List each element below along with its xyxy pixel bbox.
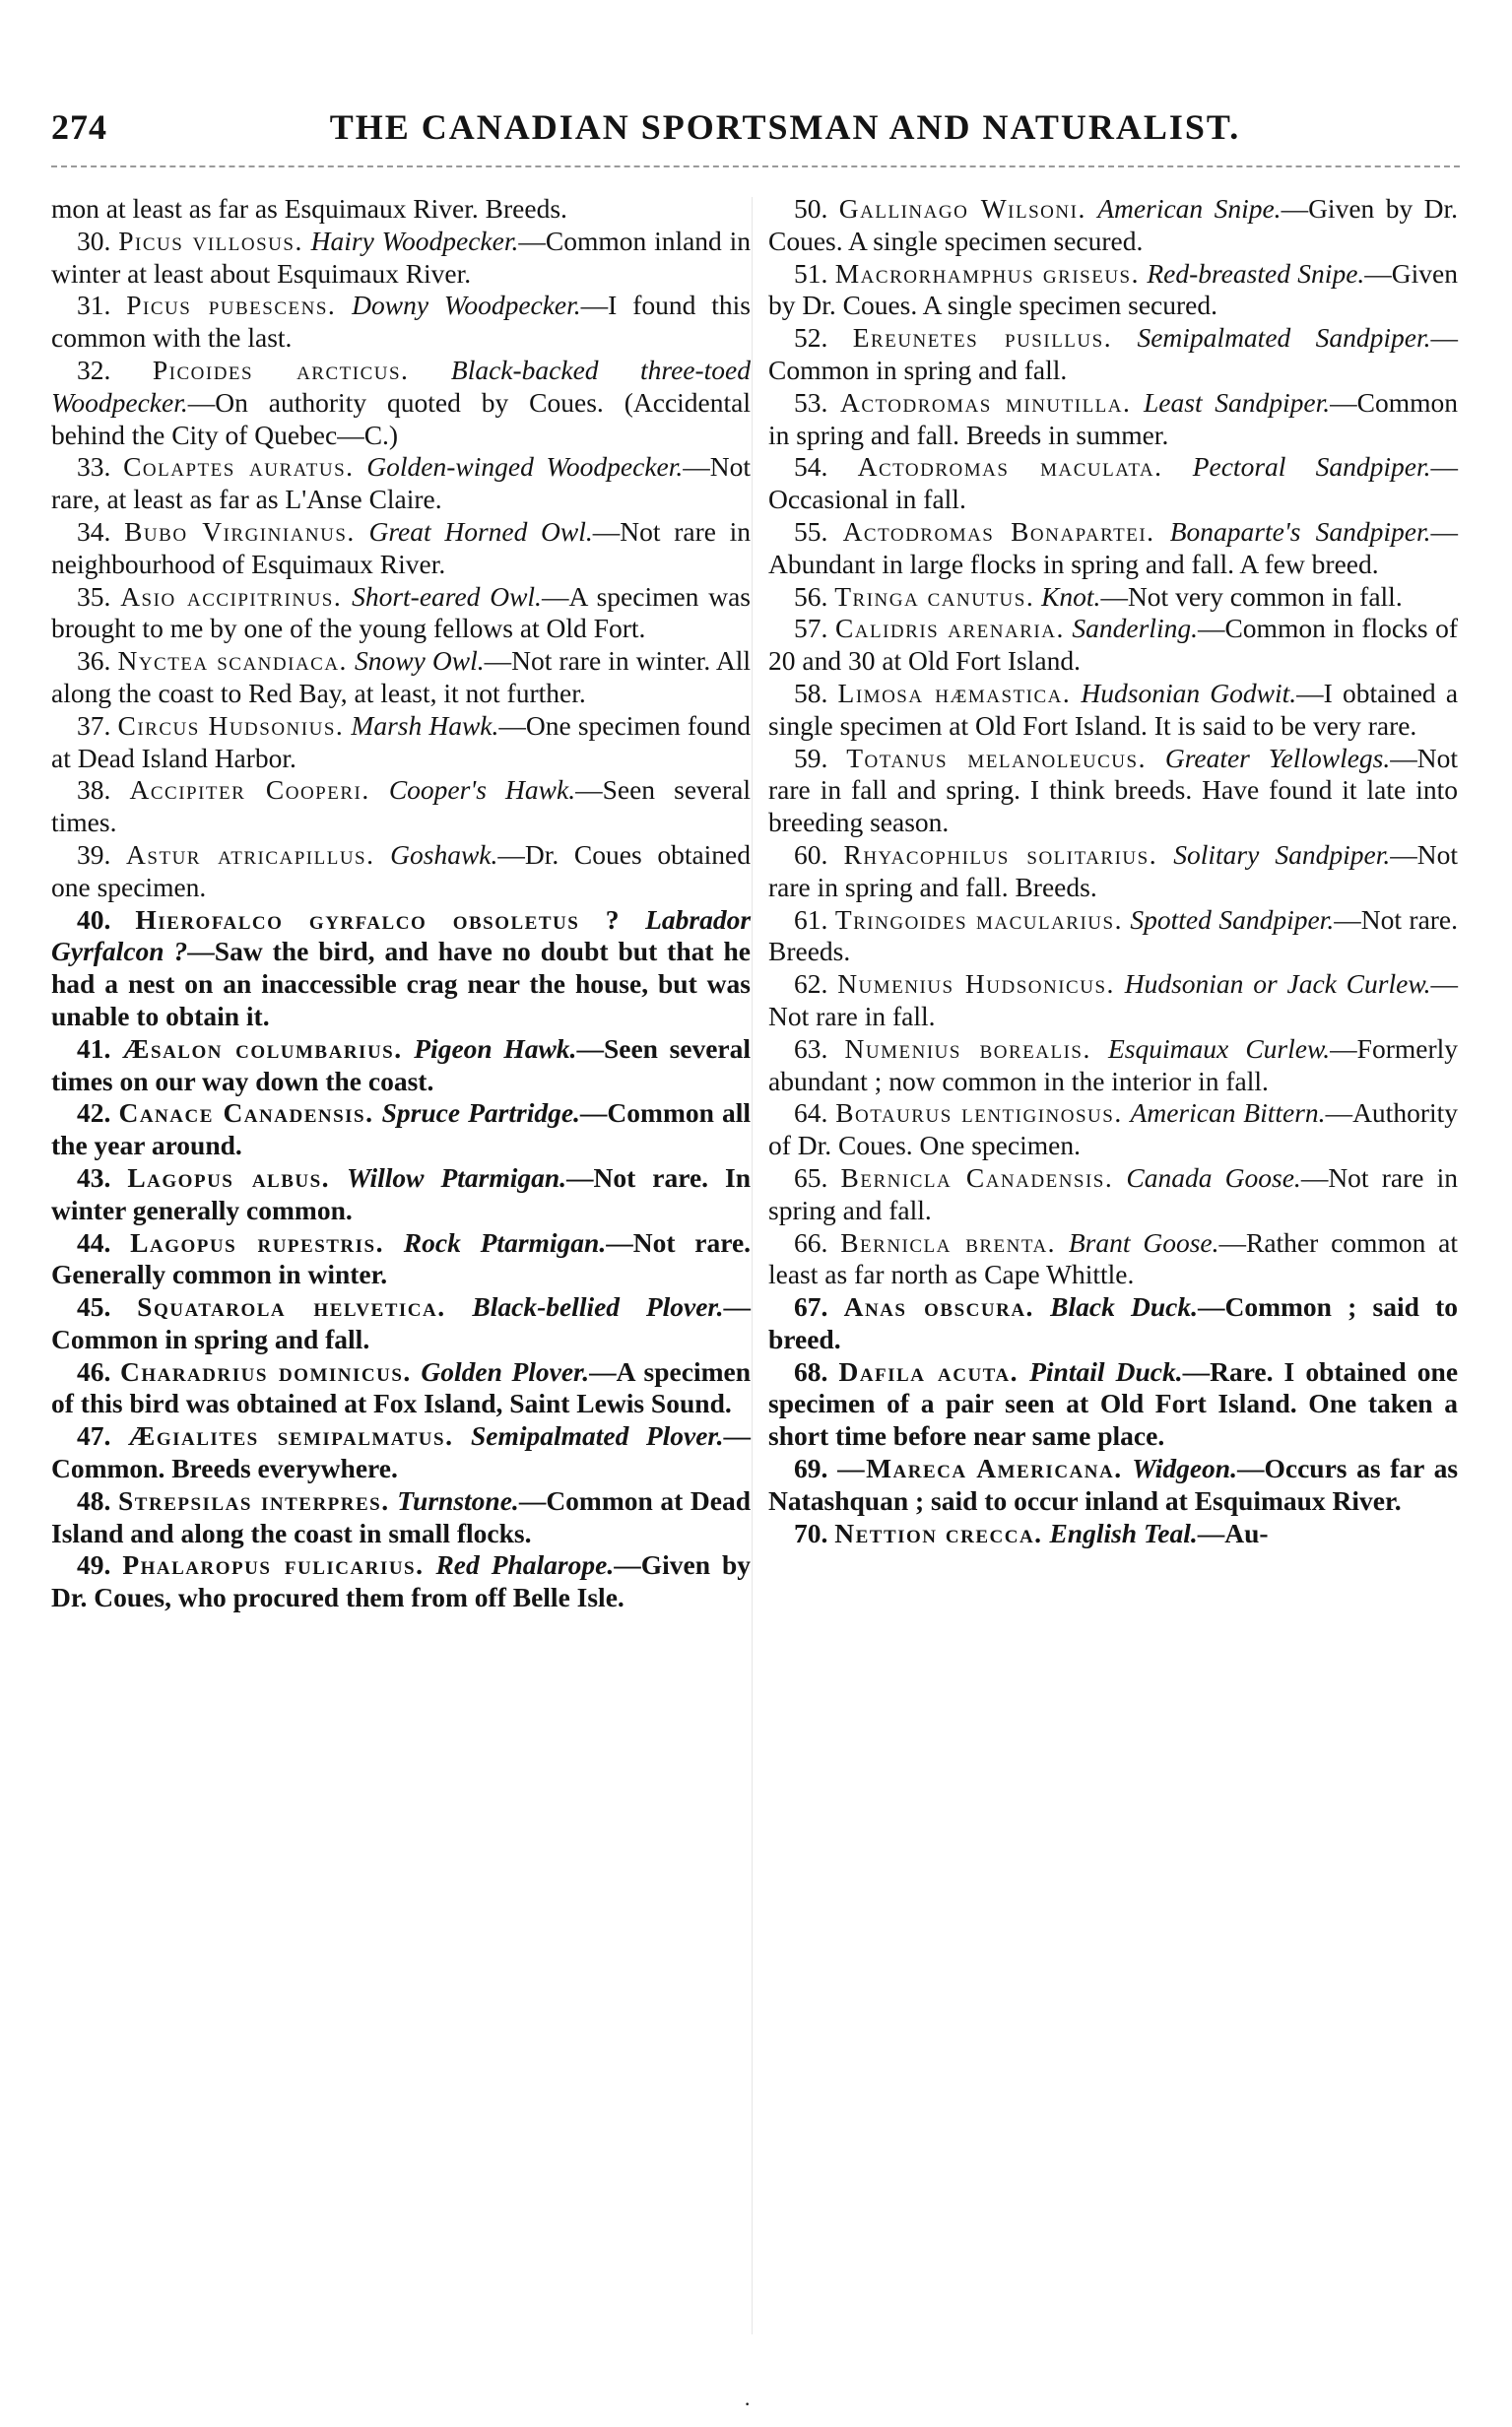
- entry-number: 45.: [77, 1291, 111, 1323]
- entry-number: 44.: [77, 1226, 111, 1258]
- entry-description: —Common all the year around.: [51, 1097, 751, 1161]
- species-entry: [51, 839, 751, 904]
- common-name: Bonaparte's Sandpiper.: [1169, 515, 1431, 547]
- entry-description: —Common in spring and fall.: [768, 322, 1459, 385]
- scientific-name: Ægialites semipalmatus.: [127, 1420, 454, 1452]
- species-entry: [768, 451, 1458, 516]
- scientific-name: Macrorhamphus griseus.: [834, 257, 1140, 289]
- entry-description: —Dr. Coues obtained one specimen.: [51, 838, 752, 902]
- entry-description: —I found this common with the last.: [51, 290, 751, 354]
- entry-description: —Not rare. In winter generally common.: [51, 1161, 751, 1225]
- entry-description: —On authority quoted by Coues. (Accidental behind the City of Quebec—C.): [51, 386, 751, 450]
- entry-description: —A specimen of this bird was obtained at Fox Island, Saint Lewis Sound.: [51, 1355, 751, 1419]
- common-name: Pigeon Hawk.: [414, 1032, 577, 1064]
- scientific-name: Æsalon columbarius.: [122, 1032, 403, 1064]
- entry-number: 62.: [794, 968, 828, 1000]
- scientific-name: Tringoides macularius.: [834, 903, 1123, 935]
- species-entry: [768, 1033, 1458, 1098]
- species-entry: [768, 1518, 1458, 1550]
- species-entry: [51, 355, 751, 451]
- entry-number: 51.: [794, 257, 828, 289]
- footer-mark: ·: [744, 2392, 752, 2416]
- species-entry: [51, 226, 751, 291]
- page-header: [51, 102, 1460, 165]
- scientific-name: Astur atricapillus.: [126, 838, 375, 870]
- entry-number: 47.: [77, 1420, 111, 1452]
- entry-number: 46.: [77, 1355, 111, 1387]
- common-name: Short-eared Owl.: [352, 580, 542, 612]
- species-entry: [51, 516, 751, 581]
- scientific-name: Nettion crecca.: [834, 1517, 1043, 1548]
- right-entry-list: [768, 193, 1458, 1549]
- common-name: Marsh Hawk.: [351, 709, 499, 741]
- scientific-name: Accipiter Cooperi.: [129, 774, 370, 806]
- entry-description: —I obtained a single specimen at Old Fort Island. It is said to be very rare.: [768, 677, 1459, 741]
- species-entry: [51, 1549, 751, 1614]
- species-entry: [51, 581, 751, 646]
- scientific-name: Numenius Hudsonicus.: [837, 968, 1115, 1000]
- common-name: Labrador Gyrfalcon ?: [51, 903, 752, 967]
- scientific-name: Nyctea scandiaca.: [117, 645, 348, 677]
- common-name: Red-breasted Snipe.: [1147, 257, 1365, 289]
- scientific-name: Hierofalco gyrfalco obsoletus ?: [135, 903, 622, 935]
- common-name: Snowy Owl.: [355, 645, 485, 677]
- entry-description: —Not rare, at least as far as L'Anse Claire.: [51, 451, 752, 515]
- entry-number: 67.: [794, 1291, 828, 1323]
- species-entry: [768, 1097, 1458, 1162]
- species-entry: [768, 743, 1458, 839]
- common-name: Sanderling.: [1072, 613, 1198, 644]
- entry-number: 58.: [794, 677, 828, 708]
- entry-number: 57.: [794, 613, 828, 644]
- species-entry: [51, 904, 751, 1033]
- entry-description: —Au-: [1197, 1517, 1269, 1548]
- entry-description: —Not rare in fall and spring. I think breeds. Have found it late into breeding season.: [768, 742, 1459, 838]
- species-entry: [768, 387, 1458, 452]
- scientific-name: Actodromas Bonapartei.: [842, 515, 1155, 547]
- scientific-name: Calidris arenaria.: [834, 613, 1065, 644]
- left-entry-list: [51, 226, 751, 1614]
- species-entry: [51, 1097, 751, 1162]
- species-entry: [768, 678, 1458, 743]
- entry-number: 54.: [794, 451, 828, 483]
- entry-number: 49.: [77, 1549, 111, 1581]
- entry-number: 66.: [794, 1226, 828, 1258]
- species-entry: [51, 451, 751, 516]
- entry-number: 31.: [77, 290, 111, 321]
- entry-number: 55.: [794, 515, 828, 547]
- common-name: Solitary Sandpiper.: [1173, 838, 1391, 870]
- common-name: Knot.: [1041, 580, 1101, 612]
- entry-description: —Given by Dr. Coues. A single specimen secured.: [768, 257, 1458, 321]
- scientific-name: Squatarola helvetica.: [137, 1291, 446, 1323]
- common-name: Black-bellied Plover.: [472, 1291, 724, 1323]
- entry-description: —One specimen found at Dead Island Harbor.: [51, 709, 751, 773]
- scientific-name: Totanus melanoleucus.: [846, 742, 1147, 773]
- species-entry: [51, 1485, 751, 1550]
- species-entry: [51, 645, 751, 710]
- entry-description: —A specimen was brought to me by one of the young fellows at Old Fort.: [51, 580, 752, 644]
- common-name: Golden Plover.: [421, 1355, 590, 1387]
- entry-number: 35.: [77, 580, 111, 612]
- entry-description: —Abundant in large flocks in spring and fall. A few breed.: [768, 515, 1458, 579]
- entry-description: —Not rare. Breeds.: [768, 903, 1459, 967]
- entry-description: —Not rare. Generally common in winter.: [51, 1226, 752, 1290]
- scientific-name: Picus pubescens.: [126, 290, 337, 321]
- entry-description: —Common ; said to breed.: [768, 1291, 1459, 1354]
- common-name: Goshawk.: [390, 838, 498, 870]
- column-gutter: [752, 197, 753, 2334]
- entry-number: 61.: [794, 903, 828, 935]
- species-entry: [51, 1291, 751, 1356]
- common-name: Cooper's Hawk.: [388, 774, 576, 806]
- scientific-name: Colaptes auratus.: [123, 451, 355, 483]
- common-name: Brant Goose.: [1068, 1226, 1219, 1258]
- species-entry: [768, 613, 1458, 678]
- common-name: Esquimaux Curlew.: [1107, 1032, 1331, 1064]
- entry-description: —Rare. I obtained one specimen of a pair seen at Old Fort Island. One taken a short time before near same place.: [768, 1355, 1459, 1452]
- entry-number: 52.: [794, 322, 828, 354]
- entry-description: —Occurs as far as Natashquan ; said to occur inland at Esquimaux River.: [768, 1453, 1459, 1516]
- species-entry: [768, 904, 1458, 969]
- scientific-name: Lagopus albus.: [127, 1161, 331, 1193]
- scientific-name: Asio accipitrinus.: [120, 580, 343, 612]
- species-entry: [768, 839, 1458, 904]
- scientific-name: Gallinago Wilsoni.: [838, 193, 1086, 224]
- entry-number: 39.: [77, 838, 111, 870]
- common-name: English Teal.: [1049, 1517, 1198, 1548]
- common-name: Black-backed three-toed Woodpecker.: [51, 354, 751, 418]
- entry-number: 70.: [794, 1517, 828, 1548]
- species-entry: [768, 1291, 1458, 1356]
- scientific-name: Rhyacophilus solitarius.: [843, 838, 1158, 870]
- scientific-name: Picus villosus.: [118, 225, 303, 256]
- entry-description: —Common in flocks of 20 and 30 at Old Fort Island.: [768, 613, 1459, 677]
- entry-number: 64.: [794, 1097, 828, 1129]
- species-entry: [51, 774, 751, 839]
- common-name: Greater Yellowlegs.: [1164, 742, 1391, 773]
- entry-description: —Common in spring and fall.: [51, 1291, 751, 1354]
- entry-description: —Common at Dead Island and along the coast in small flocks.: [51, 1484, 752, 1548]
- scientific-name: Numenius borealis.: [844, 1032, 1091, 1064]
- scientific-name: Canace Canadensis.: [118, 1097, 374, 1129]
- entry-number: 53.: [794, 386, 828, 418]
- common-name: Willow Ptarmigan.: [347, 1161, 567, 1193]
- entry-description: —Seen several times on our way down the coast.: [51, 1032, 752, 1096]
- entry-number: 59.: [794, 742, 828, 773]
- entry-number: 48.: [77, 1484, 111, 1516]
- common-name: Hudsonian or Jack Curlew.: [1124, 968, 1431, 1000]
- species-entry: [51, 1033, 751, 1098]
- entry-number: 60.: [794, 838, 828, 870]
- entry-description: —Rather common at least as far north as Cape Whittle.: [768, 1226, 1459, 1290]
- entry-description: —Common inland in winter at least about Esquimaux River.: [51, 225, 752, 289]
- entry-number: 32.: [77, 354, 111, 385]
- entry-description: —Not rare in neighbourhood of Esquimaux River.: [51, 515, 752, 579]
- common-name: Widgeon.: [1132, 1453, 1237, 1484]
- entry-number: 56.: [794, 580, 828, 612]
- common-name: Black Duck.: [1050, 1291, 1198, 1323]
- entry-number: 69.: [794, 1453, 828, 1484]
- species-entry: [51, 290, 751, 355]
- species-entry: [768, 968, 1458, 1033]
- scientific-name: Ereunetes pusillus.: [852, 322, 1113, 354]
- common-name: Semipalmated Sandpiper.: [1137, 322, 1431, 354]
- common-name: Turnstone.: [397, 1484, 519, 1516]
- common-name: Golden-winged Woodpecker.: [366, 451, 684, 483]
- scientific-name: —Mareca Americana.: [837, 1453, 1123, 1484]
- common-name: Pintail Duck.: [1029, 1355, 1183, 1387]
- scientific-name: Dafila acuta.: [838, 1355, 1019, 1387]
- entry-number: 50.: [794, 193, 828, 224]
- species-entry: [768, 1453, 1458, 1518]
- scientific-name: Picoides arcticus.: [152, 354, 410, 385]
- scientific-name: Botaurus lentiginosus.: [835, 1097, 1123, 1129]
- scientific-name: Lagopus rupestris.: [130, 1226, 384, 1258]
- species-entry: [768, 516, 1458, 581]
- common-name: Hairy Woodpecker.: [310, 225, 519, 256]
- scientific-name: Limosa hæmastica.: [837, 677, 1072, 708]
- common-name: Pectoral Sandpiper.: [1192, 451, 1431, 483]
- species-entry: [768, 322, 1458, 387]
- entry-number: 42.: [77, 1097, 111, 1129]
- scientific-name: Bernicla brenta.: [840, 1226, 1057, 1258]
- scientific-name: Strepsilas interpres.: [118, 1484, 390, 1516]
- entry-number: 33.: [77, 451, 111, 483]
- scientific-name: Actodromas maculata.: [857, 451, 1163, 483]
- common-name: Spotted Sandpiper.: [1130, 903, 1335, 935]
- entry-number: 43.: [77, 1161, 111, 1193]
- species-entry: [51, 1356, 751, 1421]
- entry-number: 34.: [77, 515, 111, 547]
- species-entry: [768, 1162, 1458, 1227]
- species-entry: [768, 1227, 1458, 1292]
- common-name: Red Phalarope.: [435, 1549, 615, 1581]
- species-entry: [768, 1356, 1458, 1453]
- header-rule: [51, 165, 1460, 167]
- common-name: Rock Ptarmigan.: [403, 1226, 607, 1258]
- right-column: [768, 193, 1458, 1549]
- continuation-text: mon at least as far as Esquimaux River. Breeds.: [51, 193, 567, 224]
- entry-number: 65.: [794, 1161, 828, 1193]
- scientific-name: Charadrius dominicus.: [119, 1355, 412, 1387]
- entry-number: 68.: [794, 1355, 828, 1387]
- entry-number: 30.: [77, 225, 111, 256]
- entry-description: —Authority of Dr. Coues. One specimen.: [768, 1097, 1459, 1161]
- entry-number: 40.: [77, 903, 111, 935]
- entry-number: 38.: [77, 774, 111, 806]
- entry-number: 63.: [794, 1032, 828, 1064]
- entry-description: —Not very common in fall.: [1100, 580, 1403, 612]
- scientific-name: Actodromas minutilla.: [840, 386, 1132, 418]
- entry-number: 41.: [77, 1032, 111, 1064]
- left-column: [51, 193, 751, 1614]
- entry-number: 36.: [77, 645, 111, 677]
- species-entry: [768, 193, 1458, 258]
- scientific-name: Tringa canutus.: [834, 580, 1035, 612]
- species-entry: [51, 1420, 751, 1485]
- common-name: Downy Woodpecker.: [352, 290, 581, 321]
- entry-description: —Saw the bird, and have no doubt but that he had a nest on an inaccessible crag near the house, but was unable to obtain it.: [51, 936, 751, 1031]
- running-title: THE CANADIAN SPORTSMAN AND NATURALIST.: [329, 107, 1241, 147]
- common-name: American Snipe.: [1097, 193, 1282, 224]
- entry-number: 37.: [77, 709, 111, 741]
- scientific-name: Phalaropus fulicarius.: [122, 1549, 425, 1581]
- scientific-name: Bubo Virginianus.: [124, 515, 356, 547]
- common-name: Spruce Partridge.: [381, 1097, 580, 1129]
- scientific-name: Bernicla Canadensis.: [840, 1161, 1114, 1193]
- entry-description: —Given by Dr. Coues. A single specimen secured.: [768, 193, 1458, 256]
- common-name: Great Horned Owl.: [368, 515, 593, 547]
- common-name: Canada Goose.: [1126, 1161, 1301, 1193]
- entry-description: —Common. Breeds everywhere.: [51, 1420, 751, 1484]
- common-name: Semipalmated Plover.: [470, 1420, 724, 1452]
- species-entry: [51, 1227, 751, 1292]
- entry-description: —Not rare in spring and fall. Breeds.: [768, 838, 1459, 902]
- common-name: American Bittern.: [1130, 1097, 1326, 1129]
- entry-description: —Common in spring and fall. Breeds in summer.: [768, 386, 1458, 450]
- scientific-name: Anas obscura.: [843, 1291, 1034, 1323]
- page-number: 274: [51, 107, 107, 147]
- species-entry: [51, 1162, 751, 1227]
- entry-description: —Formerly abundant ; now common in the interior in fall.: [768, 1032, 1459, 1096]
- species-entry: [768, 581, 1458, 614]
- common-name: Hudsonian Godwit.: [1081, 677, 1297, 708]
- entry-description: —Not rare in spring and fall.: [768, 1161, 1458, 1225]
- species-entry: [768, 258, 1458, 323]
- entry-description: —Occasional in fall.: [768, 451, 1458, 515]
- species-entry: [51, 710, 751, 775]
- entry-description: —Given by Dr. Coues, who procured them from off Belle Isle.: [51, 1549, 751, 1613]
- scientific-name: Circus Hudsonius.: [117, 709, 345, 741]
- entry-description: —Not rare in fall.: [768, 968, 1458, 1031]
- entry-description: —Seen several times.: [51, 774, 752, 838]
- entry-description: —Not rare in winter. All along the coast to Red Bay, at least, it not further.: [51, 645, 752, 708]
- common-name: Least Sandpiper.: [1144, 386, 1331, 418]
